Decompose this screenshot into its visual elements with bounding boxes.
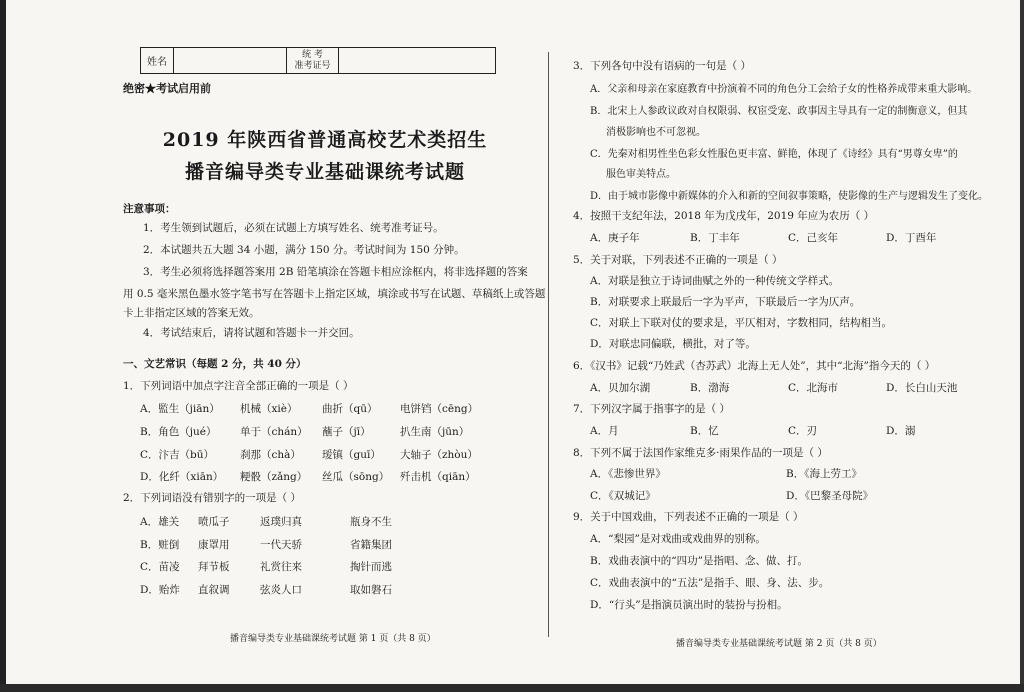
question-stem: 9．关于中国戏曲，下列表述不正确的一项是（ ）	[573, 511, 804, 523]
option: 康罩用	[198, 539, 230, 551]
option: 丝瓜（sōng）	[322, 471, 390, 483]
option: 瓶身不生	[350, 516, 392, 528]
notice-item: 1．考生领到试题后，必须在试题上方填写姓名、统考准考证号。	[143, 222, 444, 234]
exam-id-label-line2: 准考证号	[294, 60, 331, 71]
notice-item: 4．考试结束后，请将试题和答题卡一并交回。	[143, 327, 360, 339]
option: C．北海市	[788, 382, 839, 394]
page-footer-right: 播音编导类专业基础课统考试题 第 2 页（共 8 页）	[676, 639, 882, 649]
option: 一代天骄	[260, 539, 302, 551]
option: 喷瓜子	[198, 516, 230, 528]
name-label: 姓名	[141, 48, 174, 73]
option: A．《悲惨世界》	[590, 468, 666, 480]
option-row	[590, 488, 873, 503]
exam-id-label-line1: 统 考	[302, 49, 323, 60]
scan-edge-right	[1020, 0, 1024, 692]
option: C．汴吉（bū）	[140, 449, 215, 461]
page-footer-left: 播音编导类专业基础课统考试题 第 1 页（共 8 页）	[230, 634, 436, 644]
name-field[interactable]	[174, 48, 287, 73]
notice-item: 3．考生必须将选择题答案用 2B 铅笔填涂在答题卡相应涂框内，将非选择题的答案	[143, 266, 528, 278]
notice-item: 用 0.5 毫米黑色墨水签字笔书写在答题卡上指定区域，填涂或书写在试题、草稿纸上或答题	[123, 288, 546, 300]
option: B．《海上劳工》	[786, 468, 862, 480]
option-row	[140, 582, 392, 597]
option: B．对联要求上联最后一字为平声，下联最后一字为仄声。	[590, 296, 861, 308]
option: 取如磐石	[350, 584, 392, 596]
option-row	[590, 230, 936, 245]
option-row	[140, 537, 392, 552]
option-row	[140, 424, 469, 439]
option: 单于（chán）	[240, 426, 308, 438]
option-row	[140, 401, 478, 416]
option: C．苗凌	[140, 561, 180, 573]
option: C．《双城记》	[590, 490, 656, 502]
question-stem: 8．下列不属于法国作家维克多·雨果作品的一项是（ ）	[573, 447, 828, 459]
notice-item: 2．本试题共五大题 34 小题，满分 150 分。考试时间为 150 分钟。	[143, 244, 465, 256]
option: D．对联忠同偏联，横批，对了等。	[590, 338, 756, 350]
option: A．贝加尔湖	[590, 382, 651, 394]
question-stem: 3．下列各句中没有语病的一句是（ ）	[573, 60, 752, 72]
option: 直叙调	[198, 584, 230, 596]
option: 曲折（qū）	[322, 403, 378, 415]
option: D．《巴黎圣母院》	[786, 490, 874, 502]
question-stem: 5．关于对联，下列表述不正确的一项是（ ）	[573, 254, 783, 266]
question-stem: 2．下列词语没有错别字的一项是（ ）	[123, 492, 302, 504]
title-line-2: 播音编导类专业基础课统考试题	[184, 161, 465, 183]
option-row	[140, 559, 392, 574]
option: B．丁丰年	[690, 232, 740, 244]
exam-id-field[interactable]	[339, 48, 495, 73]
option: 拜节板	[198, 561, 230, 573]
option: 弦炎人口	[260, 584, 302, 596]
option: B．忆	[690, 425, 719, 437]
option: A．“梨园”是对戏曲或戏曲界的别称。	[590, 533, 766, 545]
option: D．丁酉年	[886, 232, 937, 244]
option: 扒生南（jūn）	[400, 426, 470, 438]
option: D．化纤（xiān）	[140, 471, 224, 483]
option: C．先秦对相男性坐色彩女性服色更丰富、鲜艳，体现了《诗经》具有“男尊女卑”的	[590, 149, 958, 160]
option: 返璞归真	[260, 516, 302, 528]
notice-heading: 注意事项：	[123, 203, 176, 215]
option: D．由于城市影像中新媒体的介入和新的空间叙事策略，使影像的生产与逻辑发生了变化。	[590, 191, 989, 202]
option: B．角色（jué）	[140, 426, 217, 438]
option: 服色审美特点。	[606, 169, 676, 180]
option: 机械（xiè）	[240, 403, 298, 415]
option: 电饼铛（cēng）	[400, 403, 479, 415]
section-heading: 一、文艺常识（每题 2 分，共 40 分）	[123, 358, 307, 370]
option: C．刃	[788, 425, 818, 437]
option-row	[590, 380, 957, 395]
question-stem: 1．下列词语中加点字注音全部正确的一项是（ ）	[123, 380, 354, 392]
option-row	[590, 466, 862, 481]
option: 蘸子（jī）	[322, 426, 371, 438]
option: 粳骰（zǎng）	[240, 471, 308, 483]
option: 省籍集团	[350, 539, 392, 551]
secret-label: 绝密★考试启用前	[123, 82, 211, 95]
option: A．雄关	[140, 516, 180, 528]
option: 瑷镇（guī）	[322, 449, 381, 461]
option: B．渤海	[690, 382, 730, 394]
option: C．己亥年	[788, 232, 839, 244]
option-row	[140, 447, 478, 462]
option: A．庚子年	[590, 232, 640, 244]
option: A．月	[590, 425, 619, 437]
title-line-1: 2019 年陕西省普通高校艺术类招生	[162, 129, 488, 151]
scan-edge-bottom	[0, 684, 1024, 692]
candidate-info-table	[140, 47, 496, 74]
option: D．贻炸	[140, 584, 180, 596]
question-stem: 4．按照干支纪年法，2018 年为戊戌年，2019 年应为农历（ ）	[573, 210, 875, 222]
option: 消极影响也不可忽视。	[606, 127, 706, 138]
option: C．对联上下联对仗的要求是，平仄相对，字数相同，结构相当。	[590, 317, 893, 329]
option: 大轴子（zhòu）	[400, 449, 478, 461]
option: D．“行头”是指演员演出时的装扮与扮相。	[590, 599, 788, 611]
option: 礼赏往来	[260, 561, 302, 573]
option-row	[590, 423, 915, 438]
option: A．監生（jiān）	[140, 403, 220, 415]
option: D．溺	[886, 425, 916, 437]
option-row	[140, 514, 392, 529]
option: 掏针而逃	[350, 561, 392, 573]
column-divider	[548, 52, 549, 637]
notice-item: 卡上非指定区域的答案无效。	[123, 307, 260, 319]
question-stem: 7．下列汉字属于指事字的是（ ）	[573, 403, 731, 415]
option: 刹那（chà）	[240, 449, 301, 461]
option: B．戏曲表演中的“四功”是指唱、念、做、打。	[590, 555, 808, 567]
option: D．长白山天池	[886, 382, 958, 394]
option: C．戏曲表演中的“五法”是指手、眼、身、法、步。	[590, 577, 830, 589]
option: 歼击机（qiān）	[400, 471, 476, 483]
option: B．赃倒	[140, 539, 180, 551]
option-row	[140, 469, 476, 484]
exam-id-label	[287, 48, 340, 73]
option: A．父亲和母亲在家庭教育中扮演着不同的角色分工会给子女的性格养成带来重大影响。	[590, 84, 978, 95]
scan-edge-left	[0, 0, 6, 692]
option: A．对联是独立于诗词曲赋之外的一种传统文学样式。	[590, 275, 840, 287]
option: B．北宋上人参政议政对自权限弱、权宦受宠、政事因主导具有一定的制衡意义，但其	[590, 106, 968, 117]
question-stem: 6．《汉书》记载“乃姓武（杏苏武）北海上无人处”，其中“北海”指今天的（ ）	[573, 360, 936, 372]
